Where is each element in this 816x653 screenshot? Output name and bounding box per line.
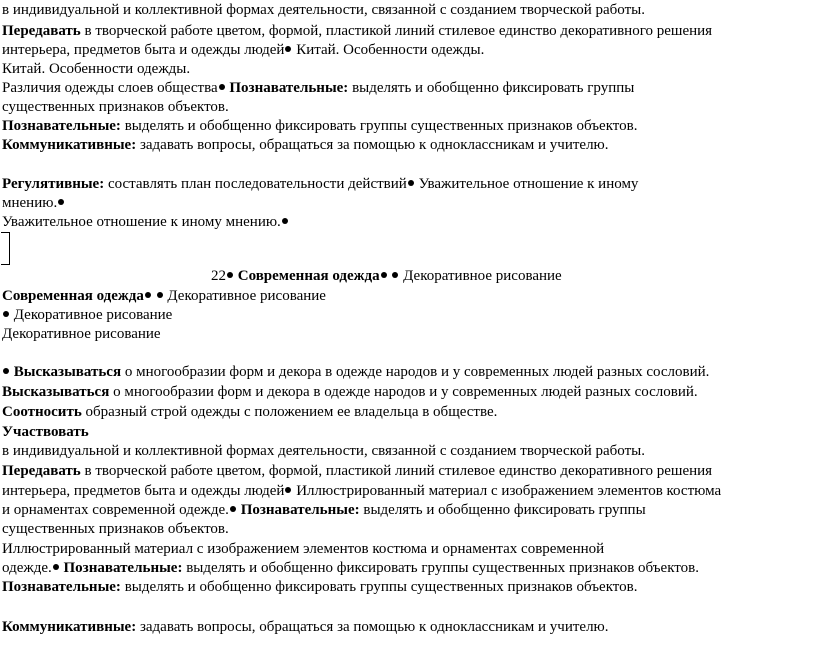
bullet-icon: [392, 272, 398, 278]
bullet-icon: [157, 292, 163, 298]
term-sovr: Современная одежда: [2, 288, 144, 304]
term-poznav: Познавательные:: [2, 579, 121, 595]
bullet-icon: [230, 506, 236, 512]
text: Декоративное рисование: [10, 307, 173, 323]
text-line-17: [2, 383, 698, 402]
term-poznav: Познавательные:: [63, 560, 183, 576]
term-regul: Регулятивные:: [2, 176, 105, 192]
text-line-18: [2, 403, 497, 422]
text: о многообразии форм и декора в одежде народов и у современных людей разных сословий.: [121, 364, 710, 380]
text: выделять и обобщенно фиксировать группы существенных признаков объектов.: [120, 118, 638, 134]
text-line-21: [2, 462, 712, 481]
text-line-22: [2, 482, 721, 501]
term-peredavat: Передавать: [2, 463, 81, 479]
text: мнению.: [2, 195, 58, 211]
text: Иллюстрированный материал с изображением элементов костюма и орнаментах современной: [2, 541, 605, 557]
text: существенных признаков объектов.: [2, 521, 229, 537]
text: Декоративное рисование: [399, 268, 562, 284]
text: Декоративное рисование: [2, 326, 161, 342]
term-poznav: Познавательные:: [2, 118, 121, 134]
text-line-11: [2, 213, 289, 232]
text: о многообразии форм и декора в одежде народов и у современных людей разных сословий.: [109, 384, 698, 400]
text: 22: [211, 268, 226, 284]
text: задавать вопросы, обращаться за помощью к одноклассникам и учителю.: [136, 619, 609, 635]
text: Китай. Особенности одежды.: [292, 42, 485, 58]
bullet-icon: [282, 218, 288, 224]
text-line-4: [2, 60, 190, 79]
text-line-19: [2, 423, 89, 442]
term-vysk: Высказываться: [13, 364, 122, 380]
term-poznav: Познавательные:: [229, 80, 349, 96]
bullet-icon: [53, 564, 59, 570]
text: Декоративное рисование: [163, 288, 326, 304]
text: в индивидуальной и коллективной формах деятельности, связанной с созданием творческой работы.: [2, 443, 645, 459]
bullet-icon: [285, 46, 291, 52]
bullet-icon: [145, 292, 151, 298]
text: составлять план последовательности действий: [104, 176, 407, 192]
text: Различия одежды слоев общества: [2, 80, 218, 96]
text: в творческой работе цветом, формой, пластикой линий стилевое единство декоративного решения: [80, 463, 713, 479]
text-line-6: [2, 98, 229, 117]
bullet-icon: [3, 368, 9, 374]
text-line-14: [2, 306, 172, 325]
term-poznav: Познавательные:: [240, 502, 360, 518]
frame-box: [1, 232, 10, 265]
bullet-icon: [219, 84, 225, 90]
text: Китай. Особенности одежды.: [2, 61, 191, 77]
bullet-icon: [285, 487, 291, 493]
text-line-12: [211, 267, 562, 286]
term-vysk: Высказываться: [2, 384, 110, 400]
text: в индивидуальной и коллективной формах деятельности, связанной с созданием творческой работы.: [2, 2, 645, 18]
text-line-23: [2, 501, 646, 520]
bullet-icon: [381, 272, 387, 278]
bullet-icon: [3, 311, 9, 317]
text-line-28: [2, 618, 609, 637]
text-line-5: [2, 79, 634, 98]
text: интерьера, предметов быта и одежды людей: [2, 483, 285, 499]
text: образный строй одежды с положением ее владельца в обществе.: [81, 404, 498, 420]
text: выделять и обобщенно фиксировать группы существенных признаков объектов.: [120, 579, 638, 595]
text-line-9: [2, 175, 638, 194]
text-line-7: [2, 117, 637, 136]
term-kommun: Коммуникативные:: [2, 619, 137, 635]
text: задавать вопросы, обращаться за помощью к одноклассникам и учителю.: [136, 137, 609, 153]
text-line-16: [2, 363, 709, 382]
text-line-2: [2, 22, 712, 41]
bullet-icon: [227, 272, 233, 278]
text-line-27: [2, 578, 637, 597]
text-line-26: [2, 559, 699, 578]
term-uchast: Участвовать: [2, 424, 89, 440]
text: и орнаментах современной одежде.: [2, 502, 229, 518]
term-sootn: Соотносить: [2, 404, 82, 420]
text: Уважительное отношение к иному: [414, 176, 639, 192]
text: существенных признаков объектов.: [2, 99, 229, 115]
text-line-15: [2, 325, 161, 344]
text-line-13: [2, 287, 326, 306]
text: Иллюстрированный материал с изображением элементов костюма: [292, 483, 722, 499]
term-peredavat: Передавать: [2, 23, 81, 39]
term-kommun: Коммуникативные:: [2, 137, 137, 153]
text: выделять и обобщенно фиксировать группы: [359, 502, 646, 518]
text-line-8: [2, 136, 609, 155]
bullet-icon: [408, 180, 414, 186]
text: выделять и обобщенно фиксировать группы существенных признаков объектов.: [182, 560, 699, 576]
text: в творческой работе цветом, формой, пластикой линий стилевое единство декоративного решения: [80, 23, 713, 39]
text: Уважительное отношение к иному мнению.: [2, 214, 281, 230]
text-line-10: [2, 194, 65, 213]
text-line-1: [2, 1, 645, 20]
text-line-3: [2, 41, 484, 60]
text: интерьера, предметов быта и одежды людей: [2, 42, 285, 58]
term-sovr: Современная одежда: [237, 268, 380, 284]
text-line-24: [2, 520, 229, 539]
text-line-20: [2, 442, 645, 461]
text-line-25: [2, 540, 604, 559]
text: выделять и обобщенно фиксировать группы: [348, 80, 635, 96]
bullet-icon: [58, 199, 64, 205]
text: одежде.: [2, 560, 52, 576]
